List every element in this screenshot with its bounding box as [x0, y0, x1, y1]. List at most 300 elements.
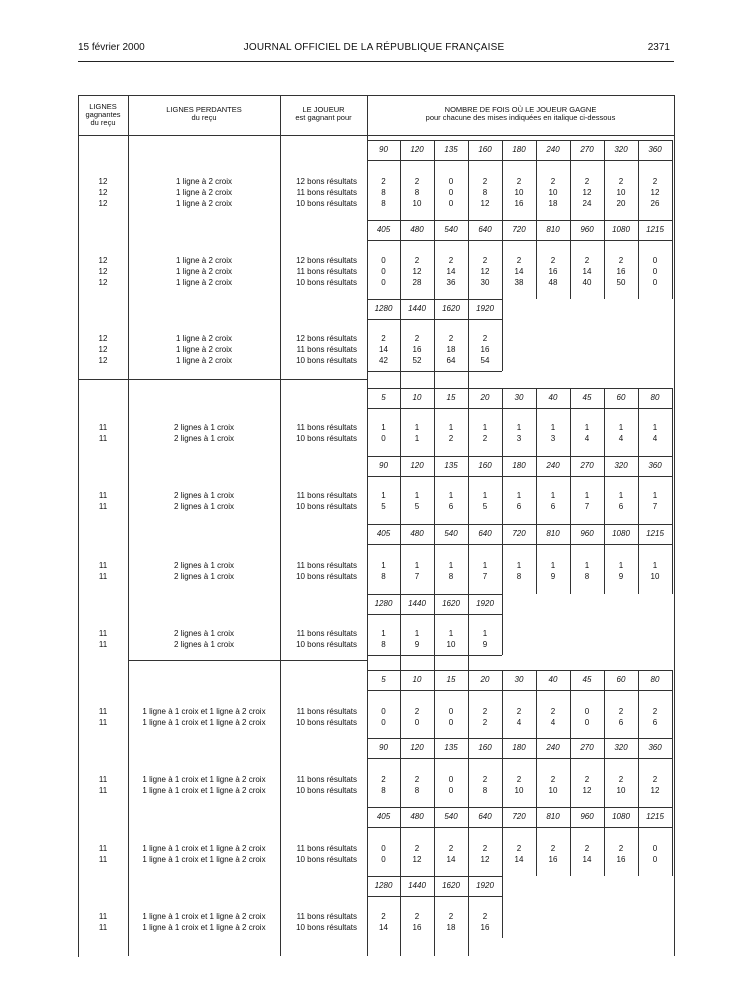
- gain-count-cell: 2: [618, 177, 624, 186]
- gain-count-cell: 0: [652, 855, 658, 864]
- stake-value: 180: [512, 145, 526, 154]
- stake-cell-rule: [468, 456, 469, 476]
- gain-count-cell: 2: [618, 844, 624, 853]
- lignes-perdantes-cell: 2 lignes à 1 croix: [173, 640, 235, 649]
- stake-cell-rule: [400, 299, 401, 319]
- stake-value: 810: [546, 529, 560, 538]
- gain-count-cell: 36: [446, 278, 456, 287]
- value-column-rule: [672, 544, 673, 594]
- lignes-gagnantes-cell: 11: [98, 912, 108, 921]
- lignes-perdantes-cell: 2 lignes à 1 croix: [173, 502, 235, 511]
- joueur-cell: 11 bons résultats: [296, 844, 357, 853]
- value-column-rule: [434, 476, 435, 524]
- gain-count-cell: 2: [516, 844, 522, 853]
- lignes-perdantes-cell: 1 ligne à 1 croix et 1 ligne à 2 croix: [142, 855, 266, 864]
- gain-count-cell: 2: [516, 177, 522, 186]
- value-column-rule: [400, 544, 401, 594]
- column-header-gagnantes: LIGNES: [89, 102, 117, 111]
- gain-count-cell: 2: [448, 256, 454, 265]
- stake-value: 120: [410, 743, 424, 752]
- stake-cell-rule: [570, 456, 571, 476]
- stake-cell-rule: [672, 670, 673, 690]
- gain-count-cell: 5: [414, 502, 420, 511]
- gain-count-cell: 2: [618, 256, 624, 265]
- joueur-cell: 10 bons résultats: [296, 502, 357, 511]
- gain-count-cell: 6: [550, 502, 556, 511]
- value-column-rule: [434, 896, 435, 956]
- stake-cell-rule: [468, 140, 469, 160]
- lignes-perdantes-cell: 1 ligne à 2 croix: [175, 278, 233, 287]
- gain-count-cell: 2: [550, 177, 556, 186]
- value-column-rule: [672, 690, 673, 738]
- stake-cell-rule: [672, 456, 673, 476]
- stake-value: 270: [580, 145, 594, 154]
- gain-count-cell: 1: [550, 423, 556, 432]
- gain-count-cell: 48: [548, 278, 558, 287]
- gain-count-cell: 9: [414, 640, 420, 649]
- stake-value: 540: [444, 812, 458, 821]
- gain-count-cell: 4: [516, 718, 522, 727]
- stake-cell-rule: [672, 524, 673, 544]
- stake-cell-rule: [570, 220, 571, 240]
- stake-cell-rule: [672, 807, 673, 827]
- stake-box-top: [367, 670, 672, 671]
- stake-box-top: [367, 524, 672, 525]
- stake-cell-rule: [468, 524, 469, 544]
- value-column-rule: [536, 827, 537, 876]
- stake-value: 720: [512, 812, 526, 821]
- stake-value: 540: [444, 529, 458, 538]
- gain-count-cell: 0: [381, 844, 386, 853]
- gain-count-cell: 0: [448, 718, 454, 727]
- value-column-rule: [604, 160, 605, 220]
- stake-cell-rule: [400, 524, 401, 544]
- stake-value: 60: [616, 675, 626, 684]
- gain-count-cell: 2: [652, 775, 658, 784]
- gain-count-cell: 4: [652, 434, 658, 443]
- stake-value: 5: [381, 675, 386, 684]
- lignes-perdantes-cell: 1 ligne à 2 croix: [175, 188, 233, 197]
- stake-cell-rule: [604, 738, 605, 758]
- stake-cell-rule: [604, 388, 605, 408]
- stake-cell-rule: [604, 670, 605, 690]
- gain-count-cell: 10: [616, 786, 626, 795]
- value-column-rule: [502, 476, 503, 524]
- stake-value: 480: [410, 812, 424, 821]
- gain-count-cell: 10: [616, 188, 626, 197]
- stake-cell-rule: [570, 807, 571, 827]
- lignes-perdantes-cell: 2 lignes à 1 croix: [173, 491, 235, 500]
- stake-cell-rule: [536, 670, 537, 690]
- stake-cell-rule: [638, 670, 639, 690]
- value-column-rule: [672, 476, 673, 524]
- stake-cell-rule: [638, 738, 639, 758]
- gain-count-cell: 1: [516, 491, 522, 500]
- lignes-gagnantes-cell: 12: [98, 199, 108, 208]
- value-column-rule: [468, 614, 469, 670]
- column-header-gagnantes: gagnantes: [85, 110, 121, 119]
- value-column-rule: [570, 758, 571, 807]
- gain-count-cell: 12: [582, 188, 592, 197]
- stake-cell-rule: [638, 220, 639, 240]
- value-column-rule: [468, 160, 469, 220]
- column-header-nombre: pour chacune des mises indiquées en italique ci-dessous: [425, 113, 616, 122]
- stake-cell-rule: [672, 140, 673, 160]
- stake-cell-rule: [536, 524, 537, 544]
- stake-cell-rule: [400, 876, 401, 896]
- table-bottom: [78, 956, 79, 957]
- gain-count-cell: 2: [652, 707, 658, 716]
- gain-count-cell: 8: [482, 786, 488, 795]
- stake-value: 45: [582, 675, 592, 684]
- stake-value: 10: [412, 393, 422, 402]
- stake-box-top: [367, 456, 672, 457]
- gain-count-cell: 28: [412, 278, 422, 287]
- stake-value: 1215: [646, 529, 664, 538]
- value-column-rule: [672, 160, 673, 220]
- gain-count-cell: 10: [548, 786, 558, 795]
- stake-value: 120: [410, 145, 424, 154]
- value-column-rule: [502, 160, 503, 220]
- stake-value: 720: [512, 529, 526, 538]
- gain-count-cell: 0: [652, 267, 658, 276]
- gain-count-cell: 1: [652, 423, 658, 432]
- stake-value: 30: [514, 675, 524, 684]
- gain-count-cell: 9: [482, 640, 488, 649]
- stake-value: 960: [580, 529, 594, 538]
- lignes-perdantes-cell: 1 ligne à 1 croix et 1 ligne à 2 croix: [142, 923, 266, 932]
- value-column-rule: [434, 758, 435, 807]
- gain-count-cell: 4: [584, 434, 590, 443]
- stake-cell-rule: [400, 738, 401, 758]
- stake-cell-rule: [468, 594, 469, 614]
- stake-value: 405: [376, 812, 391, 821]
- stake-cell-rule: [502, 670, 503, 690]
- gain-count-cell: 12: [650, 188, 660, 197]
- gain-count-cell: 1: [448, 423, 454, 432]
- stake-value: 60: [616, 393, 626, 402]
- stake-value: 1280: [374, 881, 393, 890]
- value-column-rule: [638, 160, 639, 220]
- stake-cell-rule: [468, 220, 469, 240]
- stake-value: 180: [512, 743, 526, 752]
- value-column-rule: [434, 240, 435, 299]
- joueur-cell: 11 bons résultats: [296, 561, 357, 570]
- value-column-rule: [400, 408, 401, 456]
- value-column-rule: [570, 408, 571, 456]
- gain-count-cell: 2: [414, 256, 420, 265]
- stake-box-top: [367, 738, 672, 739]
- stake-cell-rule: [468, 299, 469, 319]
- gain-count-cell: 42: [379, 356, 388, 365]
- lignes-perdantes-cell: 1 ligne à 1 croix et 1 ligne à 2 croix: [142, 775, 266, 784]
- gain-count-cell: 10: [514, 188, 524, 197]
- gain-count-cell: 1: [652, 561, 658, 570]
- gain-count-cell: 10: [650, 572, 660, 581]
- gain-count-cell: 5: [482, 502, 488, 511]
- stake-cell-rule: [536, 388, 537, 408]
- gain-count-cell: 1: [584, 423, 590, 432]
- gain-count-cell: 2: [618, 775, 624, 784]
- gain-count-cell: 0: [381, 855, 386, 864]
- value-column-rule: [400, 319, 401, 388]
- value-column-rule: [502, 319, 503, 371]
- gain-count-cell: 6: [652, 718, 658, 727]
- lignes-perdantes-cell: 2 lignes à 1 croix: [173, 629, 235, 638]
- gain-count-cell: 2: [414, 912, 420, 921]
- table-left-border: [78, 95, 79, 956]
- value-column-rule: [468, 476, 469, 524]
- value-column-rule: [468, 408, 469, 456]
- gain-count-cell: 2: [414, 334, 420, 343]
- section-rule: [78, 379, 367, 380]
- joueur-cell: 10 bons résultats: [296, 199, 357, 208]
- gain-count-cell: 26: [650, 199, 660, 208]
- stake-value: 10: [412, 675, 422, 684]
- value-column-rule: [400, 240, 401, 299]
- stake-value: 240: [546, 743, 560, 752]
- gain-count-cell: 1: [414, 561, 420, 570]
- gain-count-cell: 4: [618, 434, 624, 443]
- gain-count-cell: 0: [448, 775, 454, 784]
- gain-count-cell: 1: [618, 561, 624, 570]
- column-header-joueur: est gagnant pour: [295, 113, 352, 122]
- gain-count-cell: 18: [548, 199, 558, 208]
- gain-count-cell: 2: [414, 844, 420, 853]
- lignes-gagnantes-cell: 11: [98, 629, 108, 638]
- gain-count-cell: 8: [381, 640, 386, 649]
- stake-box-bottom: [367, 408, 672, 409]
- gain-count-cell: 54: [480, 356, 490, 365]
- value-column-rule: [502, 408, 503, 456]
- value-column-rule: [672, 240, 673, 299]
- stake-cell-rule: [536, 140, 537, 160]
- stake-cell-rule: [502, 876, 503, 896]
- stake-value: 1215: [646, 225, 664, 234]
- gain-count-cell: 0: [381, 278, 386, 287]
- lignes-gagnantes-cell: 11: [98, 434, 108, 443]
- column-header-perdantes: du reçu: [191, 113, 217, 122]
- stake-value: 270: [580, 461, 594, 470]
- joueur-cell: 11 bons résultats: [296, 267, 357, 276]
- lignes-gagnantes-cell: 12: [98, 188, 108, 197]
- value-column-rule: [502, 614, 503, 655]
- value-column-rule: [638, 476, 639, 524]
- joueur-cell: 10 bons résultats: [296, 572, 357, 581]
- lignes-gagnantes-cell: 11: [98, 502, 108, 511]
- stake-cell-rule: [434, 524, 435, 544]
- stake-value: 405: [376, 225, 391, 234]
- stake-cell-rule: [434, 594, 435, 614]
- lignes-perdantes-cell: 2 lignes à 1 croix: [173, 572, 235, 581]
- stake-cell-rule: [468, 388, 469, 408]
- gain-count-cell: 8: [482, 188, 488, 197]
- gain-count-cell: 12: [582, 786, 592, 795]
- stake-value: 720: [512, 225, 526, 234]
- gain-count-cell: 5: [381, 502, 386, 511]
- gain-count-cell: 2: [550, 775, 556, 784]
- gain-count-cell: 2: [482, 334, 488, 343]
- gain-count-cell: 64: [446, 356, 456, 365]
- stake-value: 320: [614, 145, 628, 154]
- gain-count-cell: 0: [584, 707, 590, 716]
- stake-cell-rule: [502, 807, 503, 827]
- stake-value: 135: [444, 145, 458, 154]
- value-column-rule: [400, 896, 401, 956]
- lignes-gagnantes-cell: 11: [98, 775, 108, 784]
- gain-count-cell: 2: [482, 844, 488, 853]
- stake-value: 160: [478, 743, 492, 752]
- stake-cell-rule: [400, 807, 401, 827]
- gain-count-cell: 6: [618, 502, 624, 511]
- gain-count-cell: 1: [414, 491, 420, 500]
- stake-cell-rule: [536, 220, 537, 240]
- value-column-rule: [570, 160, 571, 220]
- value-column-rule: [434, 408, 435, 456]
- gain-count-cell: 1: [550, 561, 556, 570]
- joueur-cell: 11 bons résultats: [296, 491, 357, 500]
- gain-count-cell: 2: [448, 334, 454, 343]
- stake-value: 320: [614, 461, 628, 470]
- stake-cell-rule: [502, 140, 503, 160]
- gain-count-cell: 14: [514, 855, 524, 864]
- value-column-rule: [672, 408, 673, 456]
- gain-count-cell: 0: [652, 278, 658, 287]
- gain-count-cell: 9: [550, 572, 556, 581]
- gain-count-cell: 1: [584, 561, 590, 570]
- gain-count-cell: 1: [550, 491, 556, 500]
- lignes-gagnantes-cell: 12: [98, 278, 108, 287]
- gain-count-cell: 0: [584, 718, 590, 727]
- stake-cell-rule: [434, 807, 435, 827]
- gain-count-cell: 0: [381, 434, 386, 443]
- gain-count-cell: 4: [550, 718, 556, 727]
- lignes-gagnantes-cell: 11: [98, 718, 108, 727]
- value-column-rule: [434, 614, 435, 670]
- stake-box-bottom: [367, 827, 672, 828]
- gain-count-cell: 2: [381, 177, 386, 186]
- stake-cell-rule: [468, 738, 469, 758]
- table-header-rule: [78, 135, 674, 136]
- gain-count-cell: 8: [516, 572, 522, 581]
- lignes-perdantes-cell: 1 ligne à 2 croix: [175, 177, 233, 186]
- lignes-gagnantes-cell: 12: [98, 345, 108, 354]
- joueur-cell: 10 bons résultats: [296, 923, 357, 932]
- lignes-perdantes-cell: 1 ligne à 1 croix et 1 ligne à 2 croix: [142, 718, 266, 727]
- stake-value: 270: [580, 743, 594, 752]
- stake-cell-rule: [400, 670, 401, 690]
- gain-count-cell: 1: [482, 629, 488, 638]
- joueur-cell: 11 bons résultats: [296, 707, 357, 716]
- table-top-border: [78, 95, 674, 96]
- gain-count-cell: 2: [381, 912, 386, 921]
- gain-count-cell: 8: [381, 199, 386, 208]
- stake-cell-rule: [672, 388, 673, 408]
- gain-count-cell: 6: [618, 718, 624, 727]
- value-column-rule: [502, 690, 503, 738]
- gain-count-cell: 40: [582, 278, 592, 287]
- stake-value: 45: [582, 393, 592, 402]
- stake-cell-rule: [638, 388, 639, 408]
- gain-count-cell: 12: [480, 855, 490, 864]
- stake-value: 1215: [646, 812, 664, 821]
- short-block-bottom: [367, 655, 502, 656]
- gain-count-cell: 8: [448, 572, 454, 581]
- stake-value: 1080: [612, 225, 630, 234]
- value-column-rule: [400, 160, 401, 220]
- lignes-gagnantes-cell: 11: [98, 561, 108, 570]
- stake-value: 360: [648, 145, 662, 154]
- stake-cell-rule: [502, 299, 503, 319]
- stake-box-bottom: [367, 476, 672, 477]
- gain-count-cell: 12: [412, 855, 422, 864]
- value-column-rule: [638, 827, 639, 876]
- column-header-nombre: NOMBRE DE FOIS OÙ LE JOUEUR GAGNE: [444, 105, 597, 114]
- lignes-gagnantes-cell: 11: [98, 923, 108, 932]
- gain-count-cell: 2: [584, 775, 590, 784]
- value-column-rule: [434, 544, 435, 594]
- value-column-rule: [502, 240, 503, 299]
- gain-count-cell: 38: [514, 278, 524, 287]
- value-column-rule: [570, 690, 571, 738]
- stake-value: 810: [546, 225, 560, 234]
- gain-count-cell: 0: [448, 199, 454, 208]
- gain-count-cell: 1: [584, 491, 590, 500]
- gain-count-cell: 30: [480, 278, 490, 287]
- stake-value: 640: [478, 529, 492, 538]
- joueur-cell: 10 bons résultats: [296, 855, 357, 864]
- value-column-rule: [638, 240, 639, 299]
- gain-count-cell: 2: [584, 256, 590, 265]
- gain-count-cell: 7: [482, 572, 488, 581]
- value-column-rule: [570, 827, 571, 876]
- value-column-rule: [638, 758, 639, 807]
- gain-count-cell: 0: [448, 177, 454, 186]
- value-column-rule: [536, 758, 537, 807]
- gain-count-cell: 0: [381, 267, 386, 276]
- lignes-gagnantes-cell: 11: [98, 844, 108, 853]
- value-column-rule: [536, 160, 537, 220]
- value-column-rule: [604, 690, 605, 738]
- joueur-cell: 11 bons résultats: [296, 345, 357, 354]
- stake-cell-rule: [604, 220, 605, 240]
- stake-cell-rule: [502, 220, 503, 240]
- stake-cell-rule: [434, 670, 435, 690]
- stake-cell-rule: [638, 456, 639, 476]
- value-column-rule: [672, 827, 673, 876]
- stake-cell-rule: [400, 594, 401, 614]
- lignes-gagnantes-cell: 12: [98, 356, 108, 365]
- stake-value: 30: [514, 393, 524, 402]
- gain-count-cell: 2: [448, 912, 454, 921]
- stake-value: 1620: [442, 304, 460, 313]
- joueur-cell: 10 bons résultats: [296, 640, 357, 649]
- stake-cell-rule: [638, 140, 639, 160]
- stake-cell-rule: [502, 388, 503, 408]
- stake-value: 1080: [612, 812, 630, 821]
- gain-count-cell: 1: [482, 491, 488, 500]
- stake-cell-rule: [604, 456, 605, 476]
- gain-count-cell: 2: [482, 177, 488, 186]
- value-column-rule: [638, 408, 639, 456]
- stake-value: 320: [614, 743, 628, 752]
- gain-count-cell: 10: [548, 188, 558, 197]
- value-column-rule: [604, 544, 605, 594]
- stake-value: 360: [648, 743, 662, 752]
- gain-count-cell: 8: [584, 572, 590, 581]
- gain-count-cell: 2: [550, 844, 556, 853]
- joueur-cell: 11 bons résultats: [296, 629, 357, 638]
